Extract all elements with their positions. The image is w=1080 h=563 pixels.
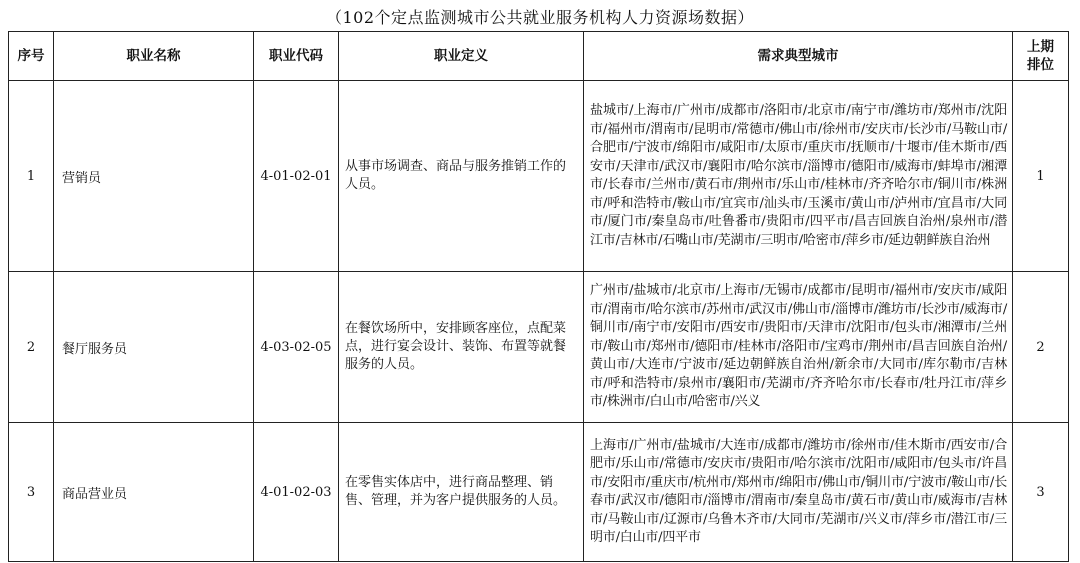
cell-name: 营销员 bbox=[54, 81, 254, 272]
cell-cities: 盐城市/上海市/广州市/成都市/洛阳市/北京市/南宁市/潍坊市/郑州市/沈阳市/福州市/渭南市/昆明市/常德市/佛山市/徐州市/安庆市/长沙市/马鞍山市/合肥市/宁波市/绵阳市/咸阳市/太原市/重庆市/抚顺市/十堰市/佳木斯市/西安市/天津市/武汉市/襄阳市/哈尔滨市/淄博市/德阳市/威海市/蚌埠市/湘潭市/长春市/兰州市/黄石市/荆州市/乐山市/桂林市/齐齐哈尔市/铜川市/株洲市/呼和浩特市/鞍山市/宜宾市/汕头市/玉溪市/黄山市/泸州市/宜昌市/大同市/厦门市/秦皇岛市/吐鲁番市/贵阳市/四平市/昌吉回族自治州/泉州市/潜江市/吉林市/石嘴山市/芜湖市/三明市/哈密市/萍乡市/延边朝鲜族自治州 bbox=[584, 81, 1013, 272]
cell-code: 4-01-02-01 bbox=[254, 81, 339, 272]
cell-definition: 在餐饮场所中，安排顾客座位，点配菜点，进行宴会设计、装饰、布置等就餐服务的人员。 bbox=[339, 272, 584, 423]
header-definition: 职业定义 bbox=[339, 32, 584, 81]
cell-seq: 3 bbox=[9, 423, 54, 562]
cell-code: 4-01-02-03 bbox=[254, 423, 339, 562]
cell-name: 餐厅服务员 bbox=[54, 272, 254, 423]
cell-seq: 2 bbox=[9, 272, 54, 423]
occupation-table bbox=[8, 31, 1069, 562]
table-row bbox=[9, 272, 1069, 423]
cell-seq: 1 bbox=[9, 81, 54, 272]
cell-prev-rank: 2 bbox=[1013, 272, 1069, 423]
cell-definition: 在零售实体店中，进行商品整理、销售、管理，并为客户提供服务的人员。 bbox=[339, 423, 584, 562]
table-row bbox=[9, 423, 1069, 562]
header-code: 职业代码 bbox=[254, 32, 339, 81]
cell-prev-rank: 1 bbox=[1013, 81, 1069, 272]
cell-cities: 上海市/广州市/盐城市/大连市/成都市/潍坊市/徐州市/佳木斯市/西安市/合肥市/乐山市/常德市/安庆市/贵阳市/哈尔滨市/沈阳市/咸阳市/包头市/许昌市/安阳市/重庆市/杭州市/郑州市/绵阳市/佛山市/铜川市/宁波市/鞍山市/长春市/武汉市/德阳市/淄博市/渭南市/秦皇岛市/黄石市/黄山市/威海市/吉林市/马鞍山市/辽源市/乌鲁木齐市/大同市/芜湖市/兴义市/萍乡市/潜江市/三明市/白山市/四平市 bbox=[584, 423, 1013, 562]
header-name: 职业名称 bbox=[54, 32, 254, 81]
cell-cities: 广州市/盐城市/北京市/上海市/无锡市/成都市/昆明市/福州市/安庆市/咸阳市/渭南市/哈尔滨市/苏州市/武汉市/佛山市/淄博市/潍坊市/长沙市/威海市/铜川市/南宁市/安阳市/西安市/贵阳市/天津市/沈阳市/包头市/湘潭市/兰州市/鞍山市/郑州市/德阳市/桂林市/洛阳市/宝鸡市/荆州市/昌吉回族自治州/黄山市/大连市/宁波市/延边朝鲜族自治州/新余市/大同市/库尔勒市/吉林市/呼和浩特市/泉州市/襄阳市/芜湖市/齐齐哈尔市/长春市/牡丹江市/萍乡市/株洲市/白山市/哈密市/兴义 bbox=[584, 272, 1013, 423]
header-seq: 序号 bbox=[9, 32, 54, 81]
cell-prev-rank: 3 bbox=[1013, 423, 1069, 562]
cell-code: 4-03-02-05 bbox=[254, 272, 339, 423]
table-caption: （102个定点监测城市公共就业服务机构人力资源场数据） bbox=[325, 8, 755, 27]
cell-name: 商品营业员 bbox=[54, 423, 254, 562]
cell-definition: 从事市场调查、商品与服务推销工作的人员。 bbox=[339, 81, 584, 272]
table-row bbox=[9, 81, 1069, 272]
header-row bbox=[9, 32, 1069, 81]
header-prev-rank: 上期排位 bbox=[1013, 32, 1069, 81]
header-cities: 需求典型城市 bbox=[584, 32, 1013, 81]
